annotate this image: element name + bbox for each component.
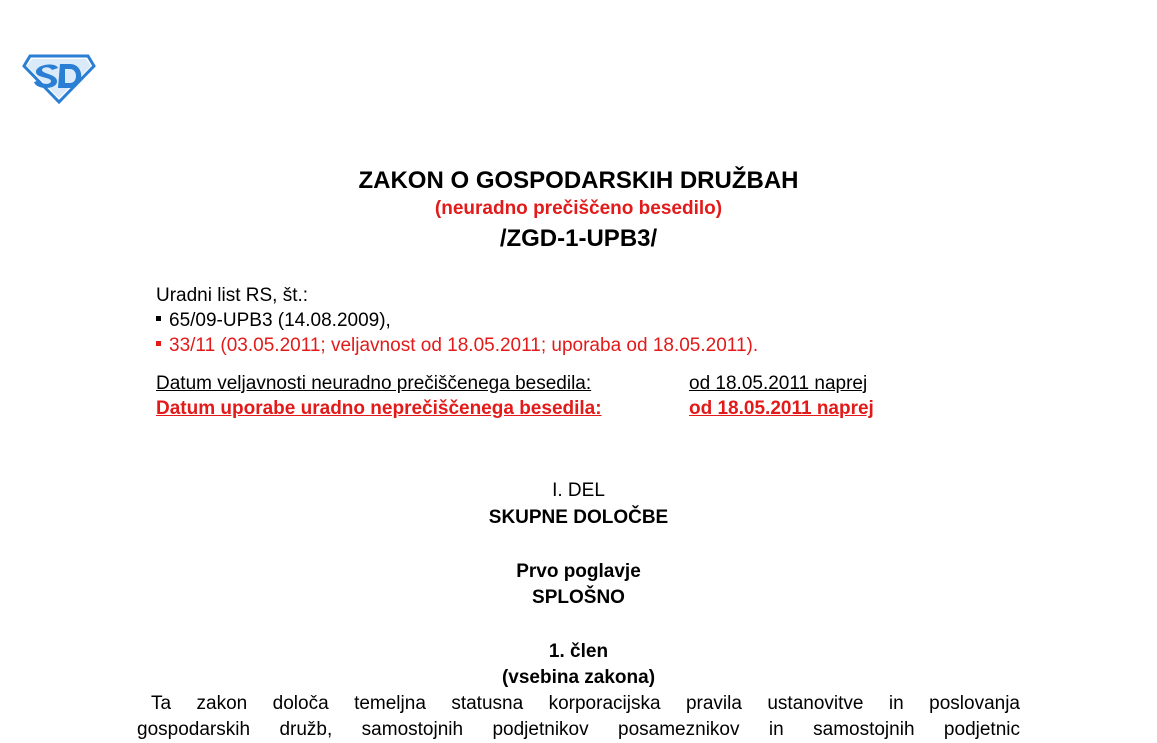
application-date-value: od 18.05.2011 naprej bbox=[689, 398, 874, 419]
law-subtitle: (neuradno prečiščeno besedilo) bbox=[434, 198, 723, 219]
bullet-icon bbox=[156, 316, 161, 321]
validity-date-value: od 18.05.2011 naprej bbox=[689, 373, 868, 394]
article-body-line: gospodarskih družb, samostojnih podjetnikov posameznikov in samostojnih podjetnic bbox=[137, 719, 1020, 740]
gazette-heading: Uradni list RS, št.: bbox=[156, 285, 309, 306]
article-number: 1. člen bbox=[548, 641, 609, 662]
part-number: I. DEL bbox=[552, 480, 605, 501]
law-code: /ZGD-1-UPB3/ bbox=[499, 225, 658, 252]
gazette-item-text: 65/09-UPB3 (14.08.2009), bbox=[169, 310, 391, 331]
article-body-line: Ta zakon določa temeljna statusna korporacijska pravila ustanovitve in poslovanja bbox=[151, 693, 1020, 714]
part-name: SKUPNE DOLOČBE bbox=[488, 507, 669, 528]
gazette-item bbox=[156, 308, 391, 333]
gazette-item-text: 33/11 (03.05.2011; veljavnost od 18.05.2011; uporaba od 18.05.2011). bbox=[169, 335, 759, 356]
article-body bbox=[137, 691, 1020, 743]
validity-date-label: Datum veljavnosti neuradno prečiščenega besedila: bbox=[156, 373, 592, 394]
chapter-number: Prvo poglavje bbox=[516, 561, 641, 582]
bullet-icon bbox=[156, 341, 161, 346]
logo bbox=[22, 50, 96, 104]
article-name: (vsebina zakona) bbox=[501, 667, 656, 688]
law-title: ZAKON O GOSPODARSKIH DRUŽBAH bbox=[358, 167, 799, 194]
gazette-item bbox=[156, 333, 758, 358]
sd-diamond-logo-icon bbox=[22, 50, 96, 104]
chapter-name: SPLOŠNO bbox=[532, 587, 625, 608]
application-date-label: Datum uporabe uradno neprečiščenega besedila: bbox=[156, 398, 602, 419]
